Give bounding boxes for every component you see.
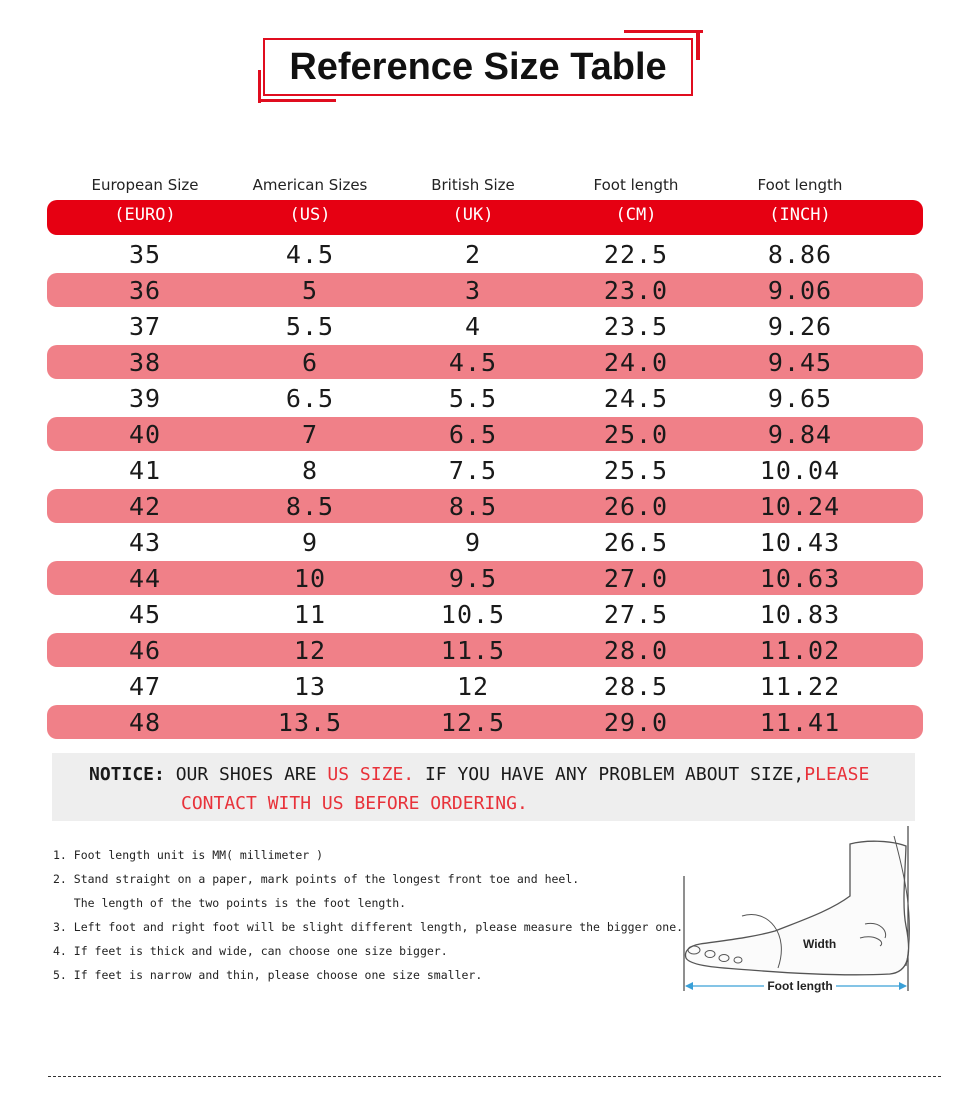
table-cell: 13 xyxy=(293,672,327,701)
table-cell: 23.5 xyxy=(603,312,669,341)
table-cell: 39 xyxy=(128,384,162,413)
table-row xyxy=(47,705,923,739)
table-row xyxy=(47,489,923,523)
table-row xyxy=(47,417,923,451)
table-cell: 24.5 xyxy=(603,384,669,413)
table-cell: 5.5 xyxy=(448,384,498,413)
table-cell: 2 xyxy=(464,240,482,269)
table-cell: 10 xyxy=(293,564,327,593)
table-cell: 26.0 xyxy=(603,492,669,521)
table-cell: 8.86 xyxy=(767,240,833,269)
table-cell: 22.5 xyxy=(603,240,669,269)
table-cell: 38 xyxy=(128,348,162,377)
table-cell: 8.5 xyxy=(448,492,498,521)
table-row xyxy=(47,669,923,703)
table-cell: 44 xyxy=(128,564,162,593)
table-cell: 26.5 xyxy=(603,528,669,557)
table-cell: 10.04 xyxy=(759,456,841,485)
column-header: American Sizes xyxy=(252,176,368,194)
table-cell: 5.5 xyxy=(285,312,335,341)
table-cell: 10.63 xyxy=(759,564,841,593)
table-cell: 11.5 xyxy=(440,636,506,665)
instruction-item: 2. Stand straight on a paper, mark points of the longest front toe and heel. xyxy=(53,872,580,886)
title-decoration xyxy=(696,30,700,60)
column-unit: (US) xyxy=(289,205,331,225)
table-cell: 6.5 xyxy=(448,420,498,449)
table-cell: 43 xyxy=(128,528,162,557)
instruction-item: 5. If feet is narrow and thin, please choose one size smaller. xyxy=(53,968,483,982)
table-cell: 4.5 xyxy=(448,348,498,377)
table-cell: 9 xyxy=(464,528,482,557)
notice-text: OUR SHOES ARE xyxy=(164,764,328,785)
column-header: Foot length xyxy=(593,176,679,194)
table-cell: 48 xyxy=(128,708,162,737)
table-cell: 24.0 xyxy=(603,348,669,377)
table-cell: 8.5 xyxy=(285,492,335,521)
table-cell: 45 xyxy=(128,600,162,629)
table-cell: 4 xyxy=(464,312,482,341)
table-cell: 12.5 xyxy=(440,708,506,737)
column-unit: (EURO) xyxy=(114,205,176,225)
column-header: British Size xyxy=(431,176,515,194)
column-unit: (INCH) xyxy=(769,205,831,225)
instruction-item: 4. If feet is thick and wide, can choose one size bigger. xyxy=(53,944,448,958)
table-row xyxy=(47,633,923,667)
table-row xyxy=(47,345,923,379)
table-cell: 36 xyxy=(128,276,162,305)
instruction-item: 1. Foot length unit is MM( millimeter ) xyxy=(53,848,324,862)
table-cell: 11.22 xyxy=(759,672,841,701)
notice-highlight: US SIZE. xyxy=(327,764,415,785)
table-cell: 9.45 xyxy=(767,348,833,377)
table-cell: 6 xyxy=(301,348,319,377)
table-cell: 12 xyxy=(293,636,327,665)
table-cell: 9.06 xyxy=(767,276,833,305)
table-cell: 12 xyxy=(456,672,490,701)
table-cell: 42 xyxy=(128,492,162,521)
table-row xyxy=(47,273,923,307)
table-cell: 10.5 xyxy=(440,600,506,629)
notice-line-1 xyxy=(89,764,869,785)
table-cell: 7.5 xyxy=(448,456,498,485)
title-decoration xyxy=(624,30,703,33)
column-header: Foot length xyxy=(757,176,843,194)
table-cell: 6.5 xyxy=(285,384,335,413)
arrow-head-left xyxy=(685,982,693,990)
table-cell: 35 xyxy=(128,240,162,269)
arrow-head-right xyxy=(899,982,907,990)
table-cell: 9.26 xyxy=(767,312,833,341)
table-row xyxy=(47,561,923,595)
table-row xyxy=(47,381,923,415)
table-cell: 10.83 xyxy=(759,600,841,629)
table-cell: 29.0 xyxy=(603,708,669,737)
table-cell: 10.24 xyxy=(759,492,841,521)
table-cell: 11.02 xyxy=(759,636,841,665)
table-cell: 37 xyxy=(128,312,162,341)
table-row xyxy=(47,309,923,343)
table-cell: 11 xyxy=(293,600,327,629)
notice-highlight: PLEASE xyxy=(804,764,870,785)
table-cell: 25.0 xyxy=(603,420,669,449)
notice-text: IF YOU HAVE ANY PROBLEM ABOUT SIZE, xyxy=(414,764,805,785)
column-header: European Size xyxy=(91,176,199,194)
foot-outline xyxy=(686,841,909,975)
notice-label: NOTICE: xyxy=(89,764,165,785)
foot-diagram xyxy=(680,826,920,998)
table-cell: 3 xyxy=(464,276,482,305)
table-row xyxy=(47,525,923,559)
dashed-divider xyxy=(48,1076,941,1077)
table-cell: 47 xyxy=(128,672,162,701)
table-cell: 23.0 xyxy=(603,276,669,305)
instruction-item: 3. Left foot and right foot will be slight different length, please measure the bigger one. xyxy=(53,920,684,934)
table-cell: 8 xyxy=(301,456,319,485)
table-cell: 41 xyxy=(128,456,162,485)
notice-line-2: CONTACT WITH US BEFORE ORDERING. xyxy=(181,793,528,814)
table-cell: 11.41 xyxy=(759,708,841,737)
page-title: Reference Size Table xyxy=(263,38,693,96)
table-row xyxy=(47,597,923,631)
table-cell: 7 xyxy=(301,420,319,449)
table-cell: 10.43 xyxy=(759,528,841,557)
table-row xyxy=(47,453,923,487)
table-cell: 4.5 xyxy=(285,240,335,269)
table-cell: 46 xyxy=(128,636,162,665)
table-cell: 9.5 xyxy=(448,564,498,593)
instruction-item: The length of the two points is the foot length. xyxy=(53,896,407,910)
table-cell: 25.5 xyxy=(603,456,669,485)
width-label: Width xyxy=(803,937,837,951)
column-unit: (UK) xyxy=(452,205,494,225)
table-cell: 9.84 xyxy=(767,420,833,449)
length-label: Foot length xyxy=(767,979,833,993)
table-cell: 40 xyxy=(128,420,162,449)
title-decoration xyxy=(258,99,336,102)
table-cell: 27.0 xyxy=(603,564,669,593)
table-cell: 13.5 xyxy=(277,708,343,737)
title-banner xyxy=(258,30,703,104)
column-unit: (CM) xyxy=(615,205,657,225)
table-row xyxy=(47,237,923,271)
table-cell: 28.5 xyxy=(603,672,669,701)
table-cell: 28.0 xyxy=(603,636,669,665)
table-cell: 27.5 xyxy=(603,600,669,629)
table-cell: 9.65 xyxy=(767,384,833,413)
table-cell: 9 xyxy=(301,528,319,557)
table-cell: 5 xyxy=(301,276,319,305)
